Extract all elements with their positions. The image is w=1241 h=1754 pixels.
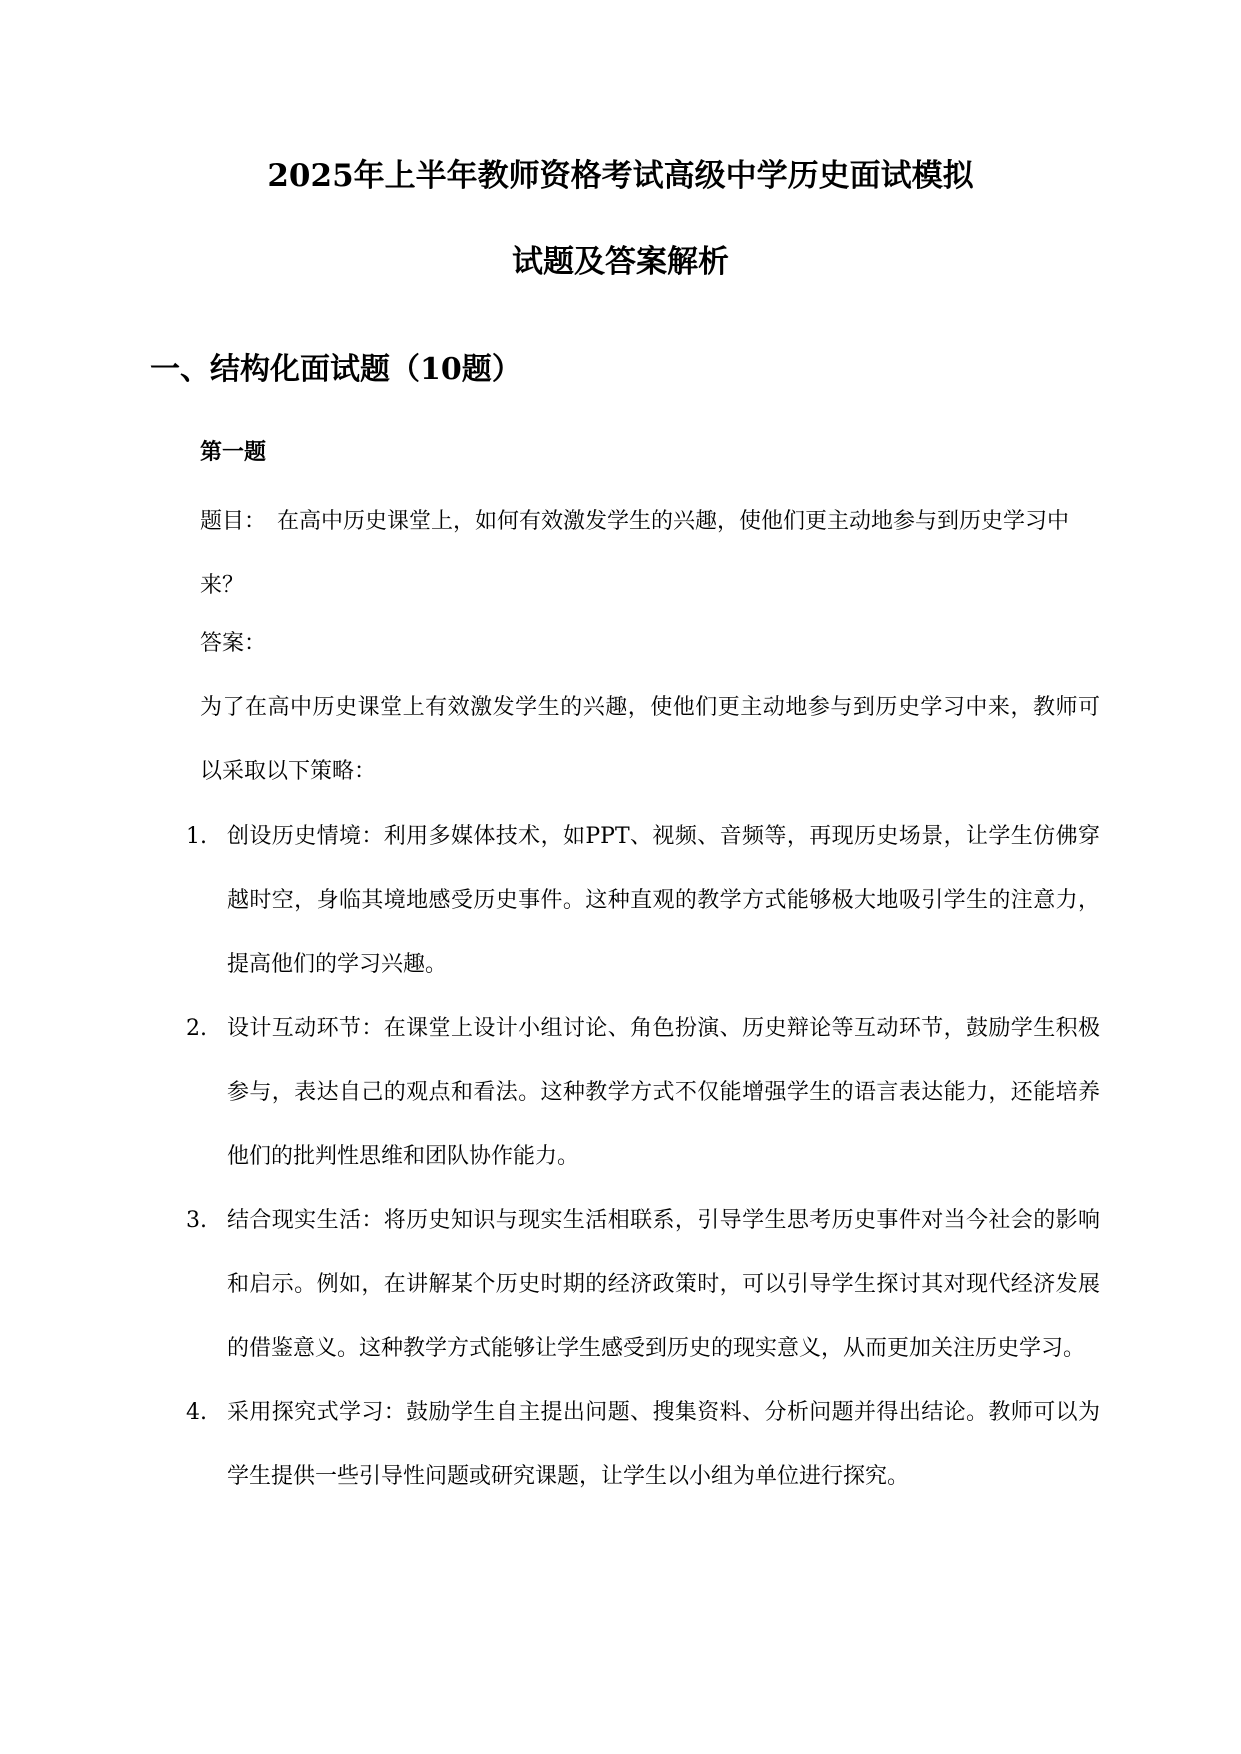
document-title-line-2: 试题及答案解析 xyxy=(512,244,729,280)
question-heading: 第一题 xyxy=(200,439,267,465)
strategy-text: 采用探究式学习：鼓励学生自主提出问题、搜集资料、分析问题并得出结论。教师可以为学生提供一些引导性问题或研究课题，让学生以小组为单位进行探究。 xyxy=(227,1400,1100,1489)
answer-label: 答案： xyxy=(200,631,267,656)
question-text: 题目： 在高中历史课堂上，如何有效激发学生的兴趣，使他们更主动地参与到历史学习中来？ xyxy=(200,509,1070,598)
strategy-text: 创设历史情境：利用多媒体技术，如PPT、视频、音频等，再现历史场景，让学生仿佛穿越时空，身临其境地感受历史事件。这种直观的教学方式能够极大地吸引学生的注意力，提高他们的学习兴趣。 xyxy=(227,824,1100,977)
strategy-list xyxy=(186,805,1100,1509)
strategy-number: 4. xyxy=(186,1400,207,1425)
strategy-item xyxy=(186,1381,1100,1509)
strategy-number: 1. xyxy=(186,824,207,849)
answer-intro: 为了在高中历史课堂上有效激发学生的兴趣，使他们更主动地参与到历史学习中来，教师可以采取以下策略： xyxy=(200,695,1100,784)
strategy-item xyxy=(186,997,1100,1189)
strategy-text: 结合现实生活：将历史知识与现实生活相联系，引导学生思考历史事件对当今社会的影响和启示。例如，在讲解某个历史时期的经济政策时，可以引导学生探讨其对现代经济发展的借鉴意义。这种教学方式能够让学生感受到历史的现实意义，从而更加关注历史学习。 xyxy=(227,1208,1100,1361)
strategy-item xyxy=(186,1189,1100,1381)
strategy-number: 3. xyxy=(186,1208,207,1233)
strategy-number: 2. xyxy=(186,1016,207,1041)
section-heading: 一、结构化面试题（10题） xyxy=(150,352,522,387)
document-title-line-1: 2025年上半年教师资格考试高级中学历史面试模拟 xyxy=(267,158,974,194)
strategy-item xyxy=(186,805,1100,997)
strategy-text: 设计互动环节：在课堂上设计小组讨论、角色扮演、历史辩论等互动环节，鼓励学生积极参与，表达自己的观点和看法。这种教学方式不仅能增强学生的语言表达能力，还能培养他们的批判性思维和团队协作能力。 xyxy=(227,1016,1100,1169)
